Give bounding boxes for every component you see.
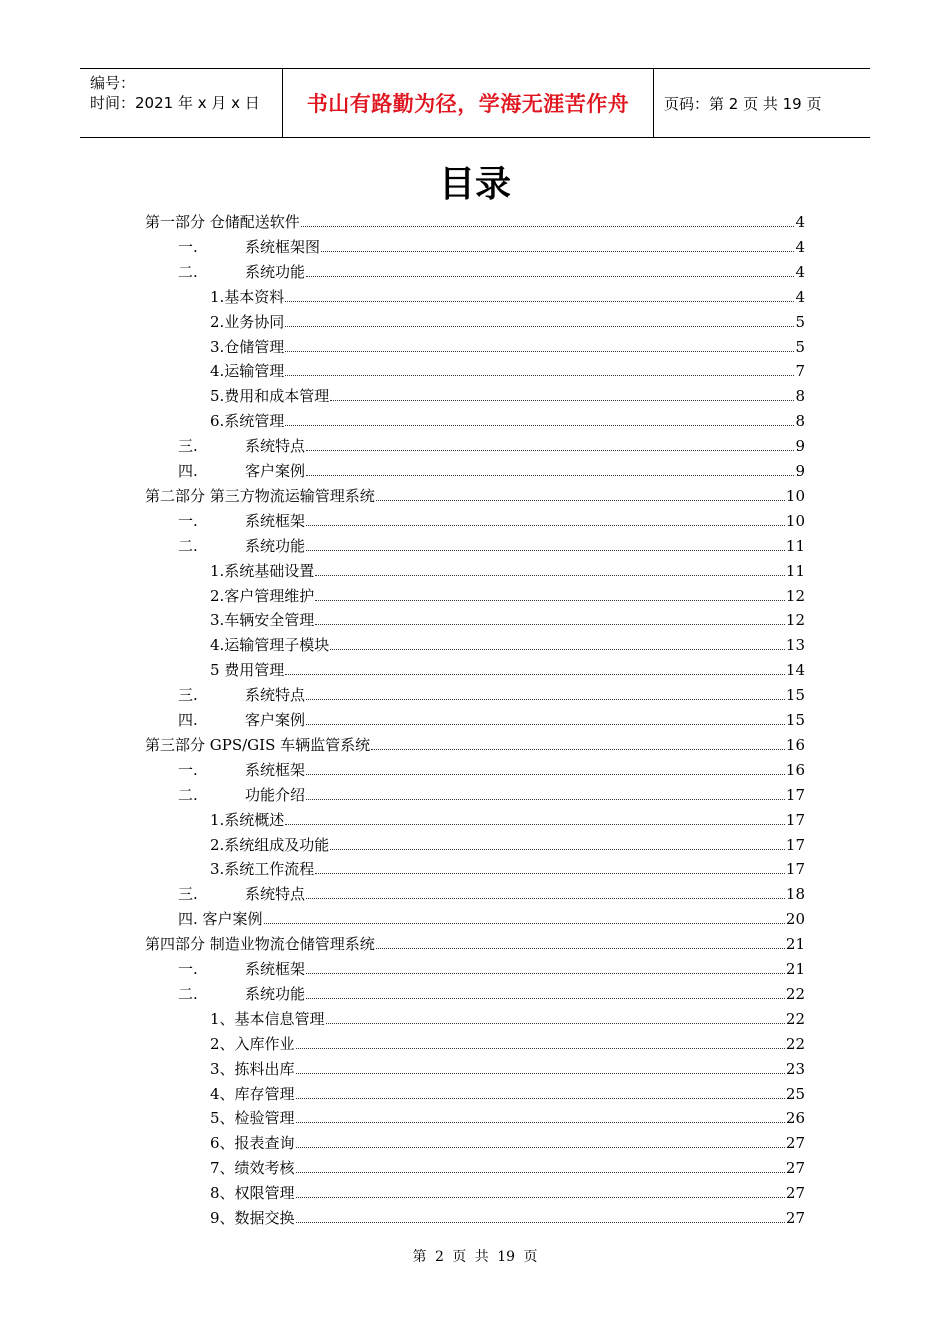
toc-entry-label: 系统特点 [245, 686, 306, 705]
toc-entry-label: 系统功能 [245, 536, 306, 555]
toc-leader-dots [315, 624, 785, 625]
toc-entry-number: 三. [178, 885, 198, 904]
toc-entry-number: 二. [178, 262, 198, 281]
toc-entry-label: 3.系统工作流程 [210, 860, 315, 879]
toc-entry-page: 21 [785, 935, 805, 954]
toc-entry-page: 26 [785, 1109, 805, 1128]
toc-entry-page: 18 [785, 885, 805, 904]
toc-entry-label: 系统框架 [245, 760, 306, 779]
toc-entry[interactable] [210, 1055, 805, 1079]
toc-entry[interactable] [210, 557, 805, 581]
toc-entry[interactable] [210, 1030, 805, 1054]
toc-entry[interactable] [210, 1080, 805, 1104]
toc-entry-label: 系统特点 [245, 885, 306, 904]
toc-entry-page: 5 [795, 312, 805, 331]
toc-entry-label: 第一部分 仓储配送软件 [145, 213, 300, 231]
toc-entry-number: 二. [178, 785, 198, 804]
toc-entry[interactable] [210, 1129, 805, 1153]
toc-leader-dots [285, 824, 785, 825]
toc-entry-label: 9、数据交换 [210, 1209, 295, 1227]
toc-leader-dots [296, 1172, 785, 1173]
toc-leader-dots [296, 1122, 785, 1123]
toc-entry[interactable] [145, 208, 805, 232]
toc-entry-page: 4 [795, 287, 805, 306]
toc-entry-number: 二. [178, 536, 198, 555]
toc-entry-label: 6、报表查询 [210, 1134, 295, 1153]
toc-entry[interactable] [210, 308, 805, 332]
toc-leader-dots [306, 998, 785, 999]
toc-entry-label: 2.系统组成及功能 [210, 835, 330, 854]
toc-leader-dots [296, 1197, 785, 1198]
toc-entry-page: 5 [795, 337, 805, 356]
toc-entry[interactable] [210, 283, 805, 307]
header-motto: 书山有路勤为径，学海无涯苦作舟 [306, 92, 630, 116]
toc-leader-dots [306, 973, 785, 974]
toc-entry[interactable] [210, 1154, 805, 1178]
toc-entry[interactable] [210, 582, 805, 606]
toc-leader-dots [371, 749, 785, 750]
toc-leader-dots [296, 1222, 785, 1223]
page-footer: 第 2 页 共 19 页 [412, 1249, 538, 1265]
toc-entry[interactable] [178, 880, 805, 904]
toc-entry-page: 15 [785, 711, 805, 729]
header-info [80, 69, 282, 137]
toc-leader-dots [306, 724, 785, 725]
toc-entry-page: 17 [785, 860, 805, 879]
toc-entry-page: 17 [785, 835, 805, 854]
toc-entry-label: 6.系统管理 [210, 412, 285, 431]
toc-entry-number: 一. [178, 960, 198, 978]
toc-leader-dots [296, 1147, 785, 1148]
toc-leader-dots [306, 898, 785, 899]
toc-entry-label: 4、库存管理 [210, 1084, 295, 1103]
toc-entry-label: 3.车辆安全管理 [210, 611, 315, 630]
toc-entry-number: 三. [178, 437, 198, 456]
toc-entry-page: 20 [785, 910, 805, 929]
toc-entry-label: 系统框架图 [245, 237, 321, 256]
page-header [80, 68, 870, 138]
toc-entry[interactable] [210, 606, 805, 630]
toc-entry-label: 1.基本资料 [210, 287, 285, 306]
toc-leader-dots [306, 799, 785, 800]
toc-entry[interactable] [178, 457, 805, 481]
toc-entry-page: 4 [795, 262, 805, 281]
toc-entry-page: 7 [795, 362, 805, 381]
header-page-label: 页码：第 2 页 共 19 页 [664, 94, 822, 113]
toc-entry-page: 21 [785, 960, 805, 978]
toc-entry-page: 17 [785, 785, 805, 804]
toc-entry-page: 25 [785, 1084, 805, 1103]
toc-entry-label: 第二部分 第三方物流运输管理系统 [145, 486, 375, 505]
toc-entry[interactable] [178, 756, 805, 780]
toc-entry-page: 11 [785, 561, 805, 580]
toc-entry[interactable] [178, 980, 805, 1004]
toc-entry-number: 四. [178, 462, 198, 480]
toc-entry[interactable] [178, 905, 805, 929]
toc-entry-label: 2.业务协同 [210, 312, 285, 331]
toc-entry-page: 13 [785, 636, 805, 655]
toc-entry-page: 9 [795, 437, 805, 456]
toc-leader-dots [296, 1073, 785, 1074]
toc-entry-page: 27 [785, 1134, 805, 1153]
toc-entry-page: 4 [795, 237, 805, 256]
toc-entry-page: 12 [785, 611, 805, 630]
toc-entry[interactable] [178, 233, 805, 257]
toc-leader-dots [306, 525, 785, 526]
toc-entry-page: 11 [785, 536, 805, 555]
toc-entry-number: 一. [178, 760, 198, 779]
toc-leader-dots [296, 1098, 785, 1099]
toc-leader-dots [315, 575, 785, 576]
toc-entry-page: 10 [785, 486, 805, 505]
toc-entry[interactable] [210, 855, 805, 879]
toc-entry-label: 7、绩效考核 [210, 1159, 295, 1178]
toc-entry-label: 3.仓储管理 [210, 337, 285, 356]
toc-entry[interactable] [210, 631, 805, 655]
toc-entry-page: 22 [785, 984, 805, 1003]
document-number-label: 编号： [90, 74, 136, 92]
toc-entry-label: 1.系统概述 [210, 810, 285, 829]
toc-entry-number: 三. [178, 686, 198, 705]
toc-entry-page: 14 [785, 661, 805, 680]
toc-entry[interactable] [210, 831, 805, 855]
toc-entry[interactable] [210, 656, 805, 680]
page-title: 目录 [438, 164, 511, 205]
toc-entry-label: 客户案例 [245, 462, 306, 480]
toc-entry-label: 功能介绍 [245, 785, 306, 804]
toc-entry-label: 8、权限管理 [210, 1184, 295, 1203]
toc-leader-dots [285, 674, 785, 675]
toc-entry[interactable] [210, 1204, 805, 1228]
toc-entry-page: 22 [785, 1034, 805, 1053]
toc-entry[interactable] [178, 258, 805, 282]
toc-leader-dots [285, 301, 794, 302]
toc-leader-dots [285, 425, 794, 426]
document-time-label: 时间：2021 年 x 月 x 日 [90, 94, 260, 112]
toc-leader-dots [321, 251, 794, 252]
toc-entry[interactable] [178, 432, 805, 456]
toc-entry-page: 10 [785, 511, 805, 530]
toc-leader-dots [264, 923, 785, 924]
toc-entry[interactable] [210, 1179, 805, 1203]
toc-entry-label: 4.运输管理 [210, 362, 285, 381]
toc-entry-page: 27 [785, 1209, 805, 1227]
toc-leader-dots [315, 873, 785, 874]
toc-leader-dots [306, 475, 794, 476]
toc-entry-label: 5.费用和成本管理 [210, 387, 330, 406]
toc-entry-label: 四. 客户案例 [178, 910, 263, 929]
toc-entry-label: 系统框架 [245, 960, 306, 978]
toc-entry[interactable] [178, 781, 805, 805]
header-page-cell [654, 69, 870, 137]
toc-entry-label: 第三部分 GPS/GIS 车辆监管系统 [145, 735, 371, 754]
toc-entry[interactable] [178, 955, 805, 979]
toc-leader-dots [306, 276, 794, 277]
toc-leader-dots [315, 600, 785, 601]
toc-leader-dots [330, 649, 785, 650]
toc-leader-dots [285, 375, 794, 376]
toc-entry-label: 1、基本信息管理 [210, 1009, 325, 1028]
toc-entry[interactable] [178, 706, 805, 730]
toc-entry-number: 二. [178, 984, 198, 1003]
toc-entry-page: 4 [795, 213, 805, 231]
toc-entry-page: 27 [785, 1184, 805, 1203]
toc-entry-number: 一. [178, 237, 198, 256]
toc-entry-page: 8 [795, 387, 805, 406]
toc-entry[interactable] [210, 357, 805, 381]
toc-entry-page: 27 [785, 1159, 805, 1178]
toc-entry[interactable] [145, 930, 805, 954]
toc-entry-label: 4.运输管理子模块 [210, 636, 330, 655]
toc-entry[interactable] [178, 507, 805, 531]
toc-entry-page: 17 [785, 810, 805, 829]
toc-entry-page: 12 [785, 586, 805, 605]
toc-leader-dots [306, 699, 785, 700]
toc-entry[interactable] [210, 1005, 805, 1029]
toc-entry[interactable] [178, 532, 805, 556]
toc-leader-dots [326, 1023, 785, 1024]
toc-leader-dots [306, 774, 785, 775]
toc-entry-page: 16 [785, 760, 805, 779]
toc-leader-dots [376, 500, 785, 501]
toc-entry-page: 23 [785, 1059, 805, 1078]
toc-entry-label: 系统特点 [245, 437, 306, 456]
toc-leader-dots [296, 1048, 785, 1049]
toc-entry-label: 3、拣料出库 [210, 1059, 295, 1078]
toc-entry-number: 一. [178, 511, 198, 530]
toc-leader-dots [285, 326, 794, 327]
toc-leader-dots [376, 948, 785, 949]
toc-entry-label: 系统功能 [245, 984, 306, 1003]
toc-entry-page: 9 [795, 462, 805, 480]
toc-entry[interactable] [145, 482, 805, 506]
toc-entry-label: 2、入库作业 [210, 1034, 295, 1053]
toc-entry-label: 第四部分 制造业物流仓储管理系统 [145, 935, 375, 954]
toc-entry[interactable] [210, 333, 805, 357]
toc-leader-dots [306, 550, 785, 551]
toc-entry-label: 系统功能 [245, 262, 306, 281]
toc-leader-dots [285, 351, 794, 352]
toc-entry-label: 客户案例 [245, 711, 306, 729]
toc-entry[interactable] [178, 681, 805, 705]
toc-leader-dots [330, 849, 785, 850]
toc-entry-label: 1.系统基础设置 [210, 561, 315, 580]
toc-entry[interactable] [210, 806, 805, 830]
toc-entry[interactable] [210, 382, 805, 406]
toc-entry-label: 2.客户管理维护 [210, 586, 315, 605]
toc-leader-dots [306, 450, 794, 451]
toc-entry-label: 5 费用管理 [210, 661, 285, 680]
toc-entry-page: 15 [785, 686, 805, 705]
toc-entry[interactable] [210, 1104, 805, 1128]
header-motto-cell [282, 69, 654, 137]
toc-entry-label: 5、检验管理 [210, 1109, 295, 1128]
toc-entry-page: 22 [785, 1009, 805, 1028]
toc-leader-dots [330, 400, 794, 401]
toc-leader-dots [301, 226, 795, 227]
toc-entry-page: 8 [795, 412, 805, 431]
toc-entry-page: 16 [785, 735, 805, 754]
toc-entry-number: 四. [178, 711, 198, 729]
toc-entry-label: 系统框架 [245, 511, 306, 530]
toc-entry[interactable] [210, 407, 805, 431]
toc-entry[interactable] [145, 731, 805, 755]
